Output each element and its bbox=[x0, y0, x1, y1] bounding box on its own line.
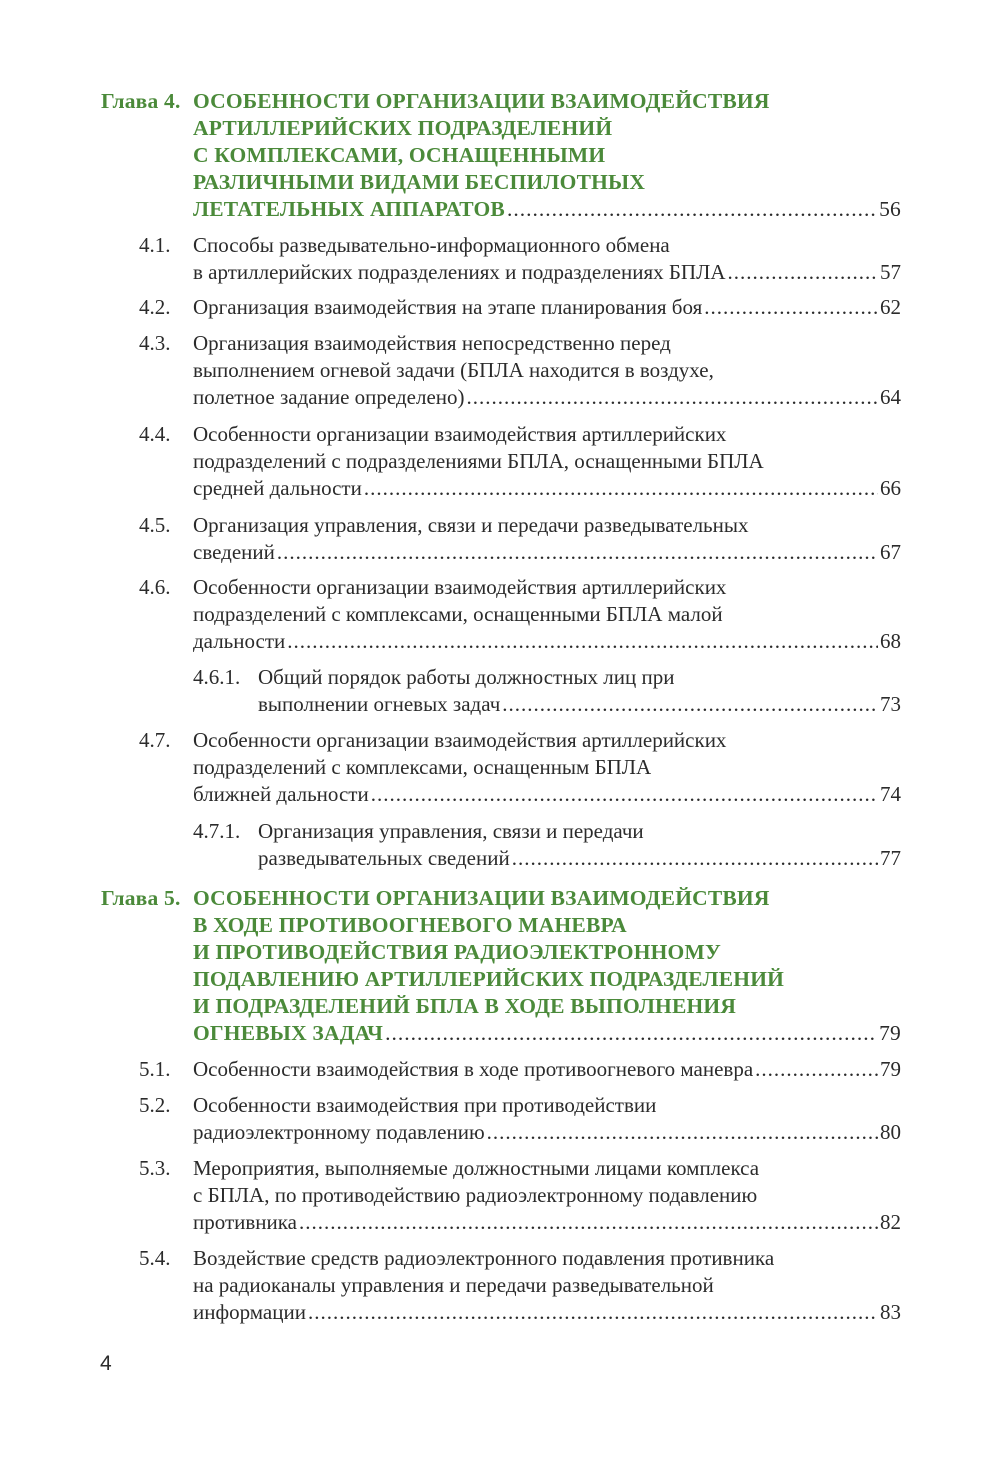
toc-title-text: Мероприятия, выполняемые должностными лицами комплекса bbox=[193, 1156, 760, 1180]
toc-title-text: сведений bbox=[193, 540, 275, 564]
toc-title-line bbox=[258, 664, 901, 691]
toc-title-text: подразделений с комплексами, оснащенными БПЛА малой bbox=[193, 602, 723, 626]
toc-title-text: ОГНЕВЫХ ЗАДАЧ bbox=[193, 1021, 384, 1045]
dot-leader bbox=[704, 294, 878, 321]
toc-title-text: Организация управления, связи и передачи разведывательных bbox=[193, 513, 749, 537]
toc-number: 4.4. bbox=[139, 422, 171, 446]
toc-title-text: в артиллерийских подразделениях и подразделениях БПЛА bbox=[193, 260, 726, 284]
toc-title-line bbox=[193, 330, 901, 357]
toc-number: 4.3. bbox=[139, 331, 171, 355]
toc-title-line bbox=[193, 384, 901, 411]
toc-title-line bbox=[193, 912, 901, 939]
toc-title-text: противника bbox=[193, 1210, 297, 1234]
toc-title-line bbox=[193, 781, 901, 808]
dot-leader bbox=[299, 1209, 878, 1236]
toc-title-text: Особенности организации взаимодействия артиллерийских bbox=[193, 422, 727, 446]
toc-number: 5.2. bbox=[139, 1093, 171, 1117]
toc-title bbox=[193, 1056, 901, 1083]
toc-title-line bbox=[193, 939, 901, 966]
toc-title-text: средней дальности bbox=[193, 476, 362, 500]
toc-title-line bbox=[193, 1182, 901, 1209]
toc-page-number: 80 bbox=[880, 1120, 901, 1144]
toc-title-line bbox=[258, 691, 901, 718]
toc-number: 4.6. bbox=[139, 575, 171, 599]
toc-title-text: В ХОДЕ ПРОТИВООГНЕВОГО МАНЕВРА bbox=[193, 913, 627, 937]
toc-title-text: Воздействие средств радиоэлектронного подавления противника bbox=[193, 1246, 775, 1270]
toc-title-line bbox=[258, 818, 901, 845]
toc-title bbox=[193, 885, 901, 1047]
toc-title-line bbox=[193, 601, 901, 628]
toc-page-number: 83 bbox=[880, 1300, 901, 1324]
toc-title-line bbox=[193, 259, 901, 286]
toc-page-number: 67 bbox=[880, 540, 901, 564]
toc-title-line bbox=[193, 1299, 901, 1326]
toc-page-number: 64 bbox=[880, 385, 901, 409]
toc-title-line bbox=[193, 232, 901, 259]
toc-title bbox=[258, 664, 901, 718]
toc-title bbox=[193, 727, 901, 808]
toc-page-number: 62 bbox=[880, 295, 901, 319]
toc-title-text: Особенности организации взаимодействия артиллерийских bbox=[193, 575, 727, 599]
dot-leader bbox=[512, 845, 878, 872]
toc-title-line bbox=[193, 1119, 901, 1146]
toc-title-line bbox=[193, 628, 901, 655]
toc-title bbox=[193, 1245, 901, 1326]
toc-page-number: 66 bbox=[880, 476, 901, 500]
toc-title-line bbox=[258, 845, 901, 872]
toc-title-text: радиоэлектронному подавлению bbox=[193, 1120, 485, 1144]
toc-title-line bbox=[193, 115, 901, 142]
dot-leader bbox=[308, 1299, 878, 1326]
dot-leader bbox=[371, 781, 878, 808]
dot-leader bbox=[507, 196, 877, 223]
toc-title-text: Общий порядок работы должностных лиц при bbox=[258, 665, 675, 689]
toc-title-text: с БПЛА, по противодействию радиоэлектронному подавлению bbox=[193, 1183, 758, 1207]
toc-title-line bbox=[193, 196, 901, 223]
toc-number: 4.6.1. bbox=[193, 665, 241, 689]
toc-number: Глава 4. bbox=[101, 89, 181, 113]
dot-leader bbox=[277, 539, 878, 566]
dot-leader bbox=[502, 691, 878, 718]
toc-title-text: выполнении огневых задач bbox=[258, 692, 501, 716]
toc-title bbox=[193, 512, 901, 566]
toc-title bbox=[193, 232, 901, 286]
toc-title-line bbox=[193, 574, 901, 601]
toc-number: 5.1. bbox=[139, 1057, 171, 1081]
toc-title-text: информации bbox=[193, 1300, 306, 1324]
toc-title-line bbox=[193, 142, 901, 169]
page-number: 4 bbox=[100, 1352, 112, 1375]
toc-title-text: Особенности организации взаимодействия артиллерийских bbox=[193, 728, 727, 752]
toc-page-number: 56 bbox=[879, 197, 901, 221]
toc-title bbox=[193, 294, 901, 321]
toc-title-line bbox=[193, 885, 901, 912]
toc-title-text: ОСОБЕННОСТИ ОРГАНИЗАЦИИ ВЗАИМОДЕЙСТВИЯ bbox=[193, 886, 770, 910]
toc-title-text: ближней дальности bbox=[193, 782, 369, 806]
dot-leader bbox=[467, 384, 879, 411]
toc-title-text: Особенности взаимодействия в ходе противоогневого маневра bbox=[193, 1057, 754, 1081]
toc-title-line bbox=[193, 1209, 901, 1236]
toc-title-text: Организация взаимодействия на этапе планирования боя bbox=[193, 295, 703, 319]
toc-title-line bbox=[193, 1056, 901, 1083]
toc-title-line bbox=[193, 421, 901, 448]
toc-title bbox=[193, 1092, 901, 1146]
toc-title-text: АРТИЛЛЕРИЙСКИХ ПОДРАЗДЕЛЕНИЙ bbox=[193, 116, 613, 140]
toc-title-text: подразделений с подразделениями БПЛА, оснащенными БПЛА bbox=[193, 449, 764, 473]
toc-title-line bbox=[193, 169, 901, 196]
toc-title bbox=[193, 574, 901, 655]
toc-title-text: разведывательных сведений bbox=[258, 846, 510, 870]
dot-leader bbox=[385, 1020, 877, 1047]
dot-leader bbox=[728, 259, 878, 286]
toc-page-number: 82 bbox=[880, 1210, 901, 1234]
toc-title-line bbox=[193, 993, 901, 1020]
toc-title-text: ПОДАВЛЕНИЮ АРТИЛЛЕРИЙСКИХ ПОДРАЗДЕЛЕНИЙ bbox=[193, 967, 785, 991]
toc-title-line bbox=[193, 754, 901, 781]
toc-title-line bbox=[193, 1155, 901, 1182]
toc-title-line bbox=[193, 475, 901, 502]
toc-title-text: Организация управления, связи и передачи bbox=[258, 819, 644, 843]
toc-title-text: ЛЕТАТЕЛЬНЫХ АППАРАТОВ bbox=[193, 197, 505, 221]
toc-number: 4.1. bbox=[139, 233, 171, 257]
toc-title-line bbox=[193, 727, 901, 754]
toc-number: Глава 5. bbox=[101, 886, 181, 910]
toc-title-text: С КОМПЛЕКСАМИ, ОСНАЩЕННЫМИ bbox=[193, 143, 606, 167]
toc-page-number: 57 bbox=[880, 260, 901, 284]
toc-title-line bbox=[193, 539, 901, 566]
toc-title-text: И ПОДРАЗДЕЛЕНИЙ БПЛА В ХОДЕ ВЫПОЛНЕНИЯ bbox=[193, 994, 737, 1018]
toc-title-line bbox=[193, 1092, 901, 1119]
toc-page-number: 73 bbox=[880, 692, 901, 716]
toc-title-line bbox=[193, 966, 901, 993]
toc-page-number: 74 bbox=[880, 782, 901, 806]
toc-number: 5.3. bbox=[139, 1156, 171, 1180]
toc-title-line bbox=[193, 1272, 901, 1299]
toc-title bbox=[193, 1155, 901, 1236]
toc-title-text: полетное задание определено) bbox=[193, 385, 465, 409]
toc-title-text: РАЗЛИЧНЫМИ ВИДАМИ БЕСПИЛОТНЫХ bbox=[193, 170, 646, 194]
toc-title-line bbox=[193, 1020, 901, 1047]
toc-number: 4.5. bbox=[139, 513, 171, 537]
toc-title-line bbox=[193, 357, 901, 384]
toc-title-line bbox=[193, 448, 901, 475]
toc-number: 4.7. bbox=[139, 728, 171, 752]
toc-page-number: 79 bbox=[879, 1021, 901, 1045]
toc-number: 4.7.1. bbox=[193, 819, 241, 843]
toc-title-line bbox=[193, 88, 901, 115]
toc-title-text: Особенности взаимодействия при противодействии bbox=[193, 1093, 657, 1117]
toc-page-number: 77 bbox=[880, 846, 901, 870]
toc-title-text: выполнением огневой задачи (БПЛА находится в воздухе, bbox=[193, 358, 714, 382]
toc-title bbox=[193, 88, 901, 223]
toc-number: 4.2. bbox=[139, 295, 171, 319]
toc-title-text: Способы разведывательно-информационного обмена bbox=[193, 233, 670, 257]
toc-title-line bbox=[193, 1245, 901, 1272]
dot-leader bbox=[755, 1056, 878, 1083]
toc-title-text: ОСОБЕННОСТИ ОРГАНИЗАЦИИ ВЗАИМОДЕЙСТВИЯ bbox=[193, 89, 770, 113]
toc-title-text: Организация взаимодействия непосредственно перед bbox=[193, 331, 671, 355]
toc-title bbox=[193, 421, 901, 502]
toc-title-text: на радиоканалы управления и передачи разведывательной bbox=[193, 1273, 714, 1297]
toc-title-line bbox=[193, 294, 901, 321]
dot-leader bbox=[487, 1119, 878, 1146]
toc-title-text: дальности bbox=[193, 629, 286, 653]
toc-page-number: 79 bbox=[880, 1057, 901, 1081]
dot-leader bbox=[287, 628, 878, 655]
toc-title-text: И ПРОТИВОДЕЙСТВИЯ РАДИОЭЛЕКТРОННОМУ bbox=[193, 940, 721, 964]
toc-page-number: 68 bbox=[880, 629, 901, 653]
toc-title-text: подразделений с комплексами, оснащенным БПЛА bbox=[193, 755, 652, 779]
toc-title-line bbox=[193, 512, 901, 539]
toc-title bbox=[258, 818, 901, 872]
toc-title bbox=[193, 330, 901, 411]
toc-number: 5.4. bbox=[139, 1246, 171, 1270]
dot-leader bbox=[364, 475, 878, 502]
